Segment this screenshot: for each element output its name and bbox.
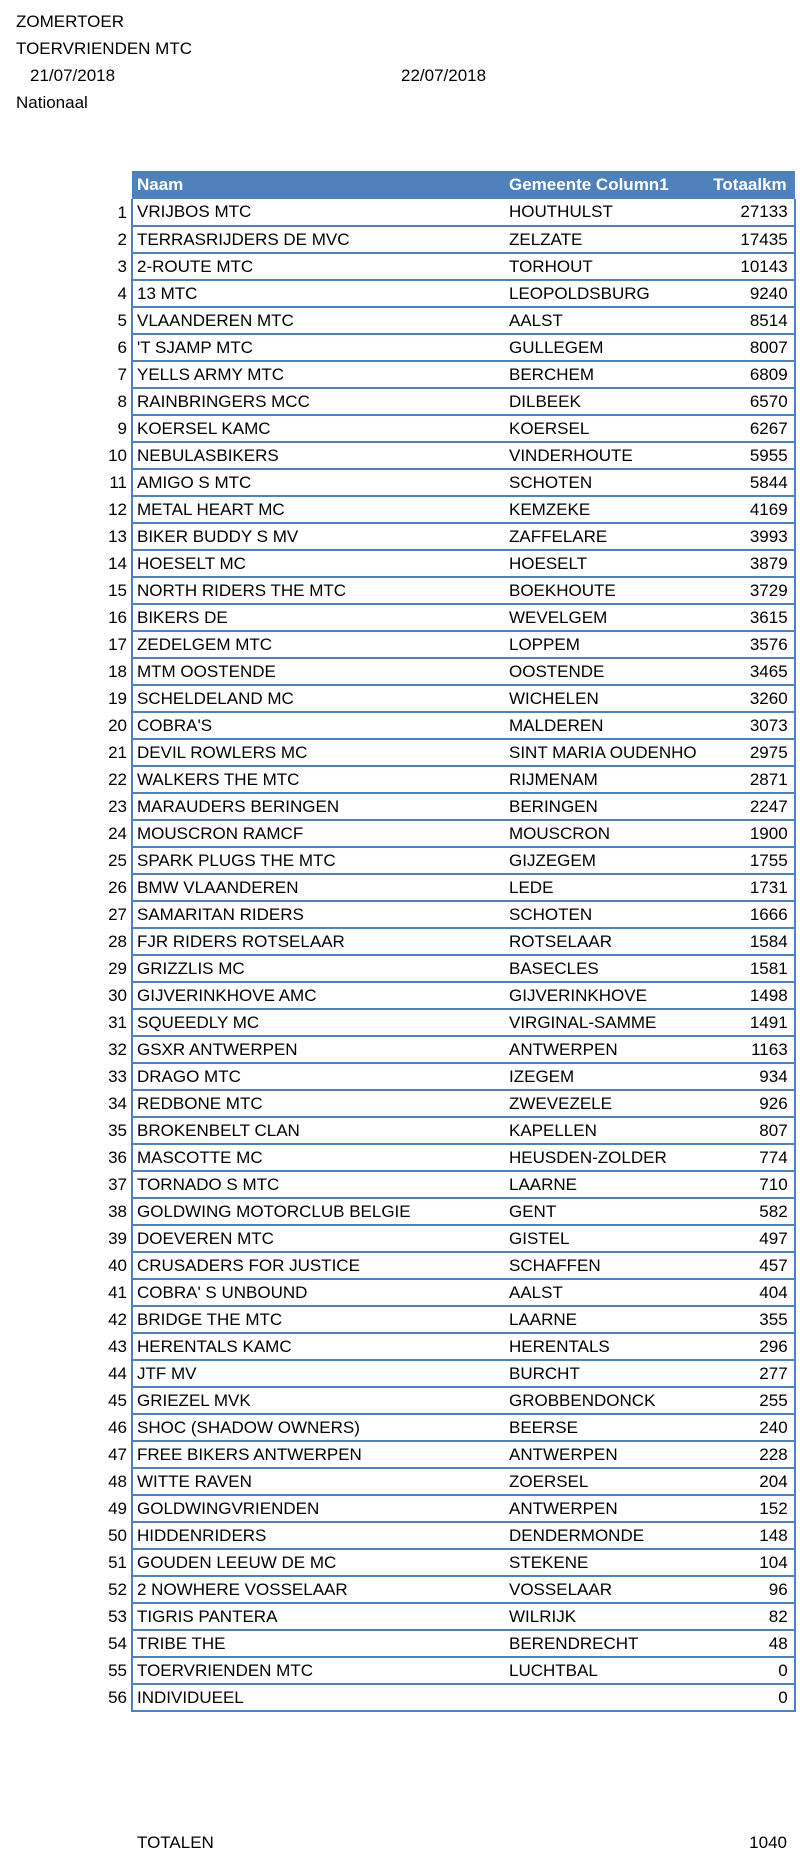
table-row bbox=[98, 1171, 795, 1198]
table-row bbox=[98, 280, 795, 307]
club-name: HERENTALS KAMC bbox=[132, 1333, 503, 1360]
club-name: ZEDELGEM MTC bbox=[132, 631, 503, 658]
total-km: 27133 bbox=[697, 199, 795, 226]
table-row bbox=[98, 955, 795, 982]
club-name: MASCOTTE MC bbox=[132, 1144, 503, 1171]
club-city: ZWEVEZELE bbox=[503, 1090, 697, 1117]
table-row bbox=[98, 226, 795, 253]
club-name: BMW VLAANDEREN bbox=[132, 874, 503, 901]
club-city: SCHOTEN bbox=[503, 901, 697, 928]
table-row bbox=[98, 1576, 795, 1603]
club-name: BRIDGE THE MTC bbox=[132, 1306, 503, 1333]
club-city: ANTWERPEN bbox=[503, 1495, 697, 1522]
total-km: 1731 bbox=[697, 874, 795, 901]
club-city: ROTSELAAR bbox=[503, 928, 697, 955]
row-rank: 31 bbox=[108, 1012, 127, 1032]
club-name: INDIVIDUEEL bbox=[132, 1684, 503, 1711]
club-city: KAPELLEN bbox=[503, 1117, 697, 1144]
club-name: GRIEZEL MVK bbox=[132, 1387, 503, 1414]
club-name: SCHELDELAND MC bbox=[132, 685, 503, 712]
club-name: GSXR ANTWERPEN bbox=[132, 1036, 503, 1063]
club-city: DENDERMONDE bbox=[503, 1522, 697, 1549]
totals-label: TOTALEN bbox=[137, 1833, 214, 1852]
club-city: WILRIJK bbox=[503, 1603, 697, 1630]
table-row bbox=[98, 1495, 795, 1522]
club-city: LAARNE bbox=[503, 1306, 697, 1333]
club-city: BURCHT bbox=[503, 1360, 697, 1387]
name-column-header: Naam bbox=[132, 171, 503, 199]
club-name: MTM OOSTENDE bbox=[132, 658, 503, 685]
club-city: VOSSELAAR bbox=[503, 1576, 697, 1603]
club-name: 13 MTC bbox=[132, 280, 503, 307]
table-row bbox=[98, 1387, 795, 1414]
row-rank: 2 bbox=[117, 229, 127, 249]
total-km: 3073 bbox=[697, 712, 795, 739]
club-name: HOESELT MC bbox=[132, 550, 503, 577]
table-row bbox=[98, 442, 795, 469]
row-rank: 1 bbox=[117, 202, 127, 222]
club-city: DILBEEK bbox=[503, 388, 697, 415]
table-row bbox=[98, 1468, 795, 1495]
table-row bbox=[98, 1630, 795, 1657]
club-city: VINDERHOUTE bbox=[503, 442, 697, 469]
row-rank: 44 bbox=[108, 1363, 127, 1383]
organizer-name: TOERVRIENDEN MTC bbox=[16, 39, 193, 58]
club-city bbox=[503, 1684, 697, 1711]
table-row bbox=[98, 874, 795, 901]
table-row bbox=[98, 739, 795, 766]
club-city: SCHAFFEN bbox=[503, 1252, 697, 1279]
table-row bbox=[98, 604, 795, 631]
club-city: HOESELT bbox=[503, 550, 697, 577]
row-rank: 14 bbox=[108, 553, 127, 573]
table-row bbox=[98, 631, 795, 658]
row-rank: 27 bbox=[108, 904, 127, 924]
total-km: 6570 bbox=[697, 388, 795, 415]
club-name: BROKENBELT CLAN bbox=[132, 1117, 503, 1144]
table-row bbox=[98, 1009, 795, 1036]
row-rank: 55 bbox=[108, 1660, 127, 1680]
total-km: 2247 bbox=[697, 793, 795, 820]
club-name: VRIJBOS MTC bbox=[132, 199, 503, 226]
total-km: 1581 bbox=[697, 955, 795, 982]
table-row bbox=[98, 1306, 795, 1333]
row-rank: 42 bbox=[108, 1309, 127, 1329]
club-name: SQUEEDLY MC bbox=[132, 1009, 503, 1036]
totals-value: 1040 bbox=[749, 1833, 787, 1852]
club-name: SPARK PLUGS THE MTC bbox=[132, 847, 503, 874]
club-city: AALST bbox=[503, 307, 697, 334]
row-rank: 43 bbox=[108, 1336, 127, 1356]
row-rank: 30 bbox=[108, 985, 127, 1005]
row-rank: 41 bbox=[108, 1282, 127, 1302]
total-km: 0 bbox=[697, 1657, 795, 1684]
club-city: ANTWERPEN bbox=[503, 1441, 697, 1468]
club-name: NEBULASBIKERS bbox=[132, 442, 503, 469]
row-rank: 46 bbox=[108, 1417, 127, 1437]
total-km: 774 bbox=[697, 1144, 795, 1171]
table-row bbox=[98, 1090, 795, 1117]
row-rank: 50 bbox=[108, 1525, 127, 1545]
club-city: GULLEGEM bbox=[503, 334, 697, 361]
total-km: 807 bbox=[697, 1117, 795, 1144]
row-rank: 33 bbox=[108, 1066, 127, 1086]
club-city: GENT bbox=[503, 1198, 697, 1225]
km-column-header: Totaalkm bbox=[697, 171, 795, 199]
club-name: COBRA' S UNBOUND bbox=[132, 1279, 503, 1306]
table-row bbox=[98, 1684, 795, 1711]
table-row bbox=[98, 1144, 795, 1171]
club-city: GIJVERINKHOVE bbox=[503, 982, 697, 1009]
club-name: TRIBE THE bbox=[132, 1630, 503, 1657]
club-city: BERINGEN bbox=[503, 793, 697, 820]
row-rank: 21 bbox=[108, 742, 127, 762]
row-rank: 13 bbox=[108, 526, 127, 546]
club-name: BIKER BUDDY S MV bbox=[132, 523, 503, 550]
row-rank: 10 bbox=[108, 445, 127, 465]
table-row bbox=[98, 658, 795, 685]
table-header-row bbox=[98, 171, 795, 199]
total-km: 8007 bbox=[697, 334, 795, 361]
club-city: MALDEREN bbox=[503, 712, 697, 739]
city-column-header: Gemeente Column1 bbox=[503, 171, 697, 199]
total-km: 710 bbox=[697, 1171, 795, 1198]
results-body bbox=[98, 199, 795, 1711]
club-name: SAMARITAN RIDERS bbox=[132, 901, 503, 928]
club-name: WALKERS THE MTC bbox=[132, 766, 503, 793]
row-rank: 9 bbox=[117, 418, 127, 438]
row-rank: 35 bbox=[108, 1120, 127, 1140]
club-name: GOLDWINGVRIENDEN bbox=[132, 1495, 503, 1522]
total-km: 355 bbox=[697, 1306, 795, 1333]
club-name: TERRASRIJDERS DE MVC bbox=[132, 226, 503, 253]
row-rank: 23 bbox=[108, 796, 127, 816]
club-name: DEVIL ROWLERS MC bbox=[132, 739, 503, 766]
total-km: 1491 bbox=[697, 1009, 795, 1036]
club-city: BOEKHOUTE bbox=[503, 577, 697, 604]
row-rank: 24 bbox=[108, 823, 127, 843]
club-city: STEKENE bbox=[503, 1549, 697, 1576]
row-rank: 28 bbox=[108, 931, 127, 951]
total-km: 152 bbox=[697, 1495, 795, 1522]
total-km: 1584 bbox=[697, 928, 795, 955]
total-km: 5955 bbox=[697, 442, 795, 469]
row-rank: 15 bbox=[108, 580, 127, 600]
club-name: DOEVEREN MTC bbox=[132, 1225, 503, 1252]
row-rank: 53 bbox=[108, 1606, 127, 1626]
table-row bbox=[98, 928, 795, 955]
club-city: LUCHTBAL bbox=[503, 1657, 697, 1684]
event-scope: Nationaal bbox=[16, 93, 88, 112]
results-table bbox=[98, 171, 796, 1712]
total-km: 10143 bbox=[697, 253, 795, 280]
total-km: 1498 bbox=[697, 982, 795, 1009]
club-name: WITTE RAVEN bbox=[132, 1468, 503, 1495]
row-rank: 16 bbox=[108, 607, 127, 627]
table-row bbox=[98, 1198, 795, 1225]
club-city: GISTEL bbox=[503, 1225, 697, 1252]
total-km: 5844 bbox=[697, 469, 795, 496]
club-city: BEERSE bbox=[503, 1414, 697, 1441]
club-name: 'T SJAMP MTC bbox=[132, 334, 503, 361]
row-rank: 22 bbox=[108, 769, 127, 789]
total-km: 4169 bbox=[697, 496, 795, 523]
total-km: 2975 bbox=[697, 739, 795, 766]
club-name: SHOC (SHADOW OWNERS) bbox=[132, 1414, 503, 1441]
table-row bbox=[98, 577, 795, 604]
club-city: SINT MARIA OUDENHO bbox=[503, 739, 697, 766]
total-km: 204 bbox=[697, 1468, 795, 1495]
table-row bbox=[98, 1279, 795, 1306]
table-row bbox=[98, 469, 795, 496]
table-row bbox=[98, 199, 795, 226]
row-rank: 56 bbox=[108, 1687, 127, 1707]
table-row bbox=[98, 550, 795, 577]
table-row bbox=[98, 415, 795, 442]
club-city: HEUSDEN-ZOLDER bbox=[503, 1144, 697, 1171]
row-rank: 3 bbox=[117, 256, 127, 276]
row-rank: 18 bbox=[108, 661, 127, 681]
total-km: 404 bbox=[697, 1279, 795, 1306]
club-name: GIJVERINKHOVE AMC bbox=[132, 982, 503, 1009]
row-rank: 25 bbox=[108, 850, 127, 870]
total-km: 926 bbox=[697, 1090, 795, 1117]
row-rank: 20 bbox=[108, 715, 127, 735]
total-km: 1755 bbox=[697, 847, 795, 874]
club-name: FJR RIDERS ROTSELAAR bbox=[132, 928, 503, 955]
table-row bbox=[98, 1549, 795, 1576]
table-row bbox=[98, 901, 795, 928]
table-row bbox=[98, 712, 795, 739]
club-name: AMIGO S MTC bbox=[132, 469, 503, 496]
club-name: METAL HEART MC bbox=[132, 496, 503, 523]
row-rank: 52 bbox=[108, 1579, 127, 1599]
club-name: GOLDWING MOTORCLUB BELGIE bbox=[132, 1198, 503, 1225]
club-name: TOERVRIENDEN MTC bbox=[132, 1657, 503, 1684]
club-city: AALST bbox=[503, 1279, 697, 1306]
club-name: HIDDENRIDERS bbox=[132, 1522, 503, 1549]
total-km: 104 bbox=[697, 1549, 795, 1576]
total-km: 240 bbox=[697, 1414, 795, 1441]
total-km: 3465 bbox=[697, 658, 795, 685]
club-city: LEOPOLDSBURG bbox=[503, 280, 697, 307]
table-row bbox=[98, 496, 795, 523]
table-row bbox=[98, 1522, 795, 1549]
club-name: MARAUDERS BERINGEN bbox=[132, 793, 503, 820]
table-row bbox=[98, 1117, 795, 1144]
club-city: IZEGEM bbox=[503, 1063, 697, 1090]
total-km: 9240 bbox=[697, 280, 795, 307]
club-city: LEDE bbox=[503, 874, 697, 901]
table-row bbox=[98, 1252, 795, 1279]
club-name: TORNADO S MTC bbox=[132, 1171, 503, 1198]
total-km: 82 bbox=[697, 1603, 795, 1630]
total-km: 296 bbox=[697, 1333, 795, 1360]
total-km: 96 bbox=[697, 1576, 795, 1603]
row-rank: 7 bbox=[117, 364, 127, 384]
club-name: DRAGO MTC bbox=[132, 1063, 503, 1090]
total-km: 1900 bbox=[697, 820, 795, 847]
row-rank: 34 bbox=[108, 1093, 127, 1113]
club-city: KEMZEKE bbox=[503, 496, 697, 523]
club-name: JTF MV bbox=[132, 1360, 503, 1387]
table-row bbox=[98, 847, 795, 874]
table-row bbox=[98, 253, 795, 280]
total-km: 3879 bbox=[697, 550, 795, 577]
table-row bbox=[98, 982, 795, 1009]
row-rank: 19 bbox=[108, 688, 127, 708]
row-rank: 48 bbox=[108, 1471, 127, 1491]
table-row bbox=[98, 1603, 795, 1630]
club-city: GROBBENDONCK bbox=[503, 1387, 697, 1414]
club-name: RAINBRINGERS MCC bbox=[132, 388, 503, 415]
total-km: 3993 bbox=[697, 523, 795, 550]
total-km: 2871 bbox=[697, 766, 795, 793]
total-km: 48 bbox=[697, 1630, 795, 1657]
start-date: 21/07/2018 bbox=[30, 66, 116, 85]
row-rank: 51 bbox=[108, 1552, 127, 1572]
table-row bbox=[98, 1063, 795, 1090]
total-km: 3615 bbox=[697, 604, 795, 631]
club-city: OOSTENDE bbox=[503, 658, 697, 685]
table-row bbox=[98, 766, 795, 793]
total-km: 3729 bbox=[697, 577, 795, 604]
event-title: ZOMERTOER bbox=[16, 12, 124, 31]
club-name: GRIZZLIS MC bbox=[132, 955, 503, 982]
club-name: COBRA'S bbox=[132, 712, 503, 739]
total-km: 3576 bbox=[697, 631, 795, 658]
club-city: BERCHEM bbox=[503, 361, 697, 388]
total-km: 17435 bbox=[697, 226, 795, 253]
total-km: 6809 bbox=[697, 361, 795, 388]
club-city: RIJMENAM bbox=[503, 766, 697, 793]
table-row bbox=[98, 1333, 795, 1360]
club-city: KOERSEL bbox=[503, 415, 697, 442]
club-city: ZAFFELARE bbox=[503, 523, 697, 550]
club-city: WEVELGEM bbox=[503, 604, 697, 631]
row-rank: 11 bbox=[109, 472, 127, 492]
table-row bbox=[98, 523, 795, 550]
club-city: BASECLES bbox=[503, 955, 697, 982]
club-name: VLAANDEREN MTC bbox=[132, 307, 503, 334]
club-city: ZOERSEL bbox=[503, 1468, 697, 1495]
row-rank: 37 bbox=[108, 1174, 127, 1194]
table-row bbox=[98, 334, 795, 361]
club-city: SCHOTEN bbox=[503, 469, 697, 496]
club-city: TORHOUT bbox=[503, 253, 697, 280]
table-row bbox=[98, 1036, 795, 1063]
table-row bbox=[98, 1225, 795, 1252]
table-row bbox=[98, 1360, 795, 1387]
total-km: 8514 bbox=[697, 307, 795, 334]
club-name: TIGRIS PANTERA bbox=[132, 1603, 503, 1630]
table-row bbox=[98, 1441, 795, 1468]
club-name: GOUDEN LEEUW DE MC bbox=[132, 1549, 503, 1576]
row-rank: 17 bbox=[108, 634, 127, 654]
total-km: 457 bbox=[697, 1252, 795, 1279]
total-km: 1666 bbox=[697, 901, 795, 928]
row-rank: 49 bbox=[108, 1498, 127, 1518]
row-rank: 32 bbox=[108, 1039, 127, 1059]
rank-column-header bbox=[98, 171, 132, 199]
table-row bbox=[98, 820, 795, 847]
total-km: 497 bbox=[697, 1225, 795, 1252]
club-city: MOUSCRON bbox=[503, 820, 697, 847]
row-rank: 39 bbox=[108, 1228, 127, 1248]
end-date: 22/07/2018 bbox=[401, 66, 487, 85]
table-row bbox=[98, 361, 795, 388]
club-city: WICHELEN bbox=[503, 685, 697, 712]
row-rank: 45 bbox=[108, 1390, 127, 1410]
row-rank: 26 bbox=[108, 877, 127, 897]
total-km: 3260 bbox=[697, 685, 795, 712]
club-city: HERENTALS bbox=[503, 1333, 697, 1360]
total-km: 1163 bbox=[697, 1036, 795, 1063]
club-city: VIRGINAL-SAMME bbox=[503, 1009, 697, 1036]
club-city: LAARNE bbox=[503, 1171, 697, 1198]
row-rank: 36 bbox=[108, 1147, 127, 1167]
club-name: 2 NOWHERE VOSSELAAR bbox=[132, 1576, 503, 1603]
row-rank: 12 bbox=[108, 499, 127, 519]
total-km: 228 bbox=[697, 1441, 795, 1468]
club-city: ANTWERPEN bbox=[503, 1036, 697, 1063]
row-rank: 4 bbox=[117, 283, 127, 303]
club-name: 2-ROUTE MTC bbox=[132, 253, 503, 280]
row-rank: 8 bbox=[117, 391, 127, 411]
club-name: FREE BIKERS ANTWERPEN bbox=[132, 1441, 503, 1468]
total-km: 277 bbox=[697, 1360, 795, 1387]
table-row bbox=[98, 1657, 795, 1684]
club-name: NORTH RIDERS THE MTC bbox=[132, 577, 503, 604]
table-row bbox=[98, 685, 795, 712]
row-rank: 47 bbox=[108, 1444, 127, 1464]
table-row bbox=[98, 793, 795, 820]
club-city: BERENDRECHT bbox=[503, 1630, 697, 1657]
club-city: ZELZATE bbox=[503, 226, 697, 253]
row-rank: 6 bbox=[117, 337, 127, 357]
table-row bbox=[98, 388, 795, 415]
club-name: MOUSCRON RAMCF bbox=[132, 820, 503, 847]
row-rank: 5 bbox=[117, 310, 127, 330]
row-rank: 38 bbox=[108, 1201, 127, 1221]
table-row bbox=[98, 1414, 795, 1441]
club-name: KOERSEL KAMC bbox=[132, 415, 503, 442]
total-km: 0 bbox=[697, 1684, 795, 1711]
row-rank: 29 bbox=[108, 958, 127, 978]
row-rank: 40 bbox=[108, 1255, 127, 1275]
total-km: 148 bbox=[697, 1522, 795, 1549]
club-name: YELLS ARMY MTC bbox=[132, 361, 503, 388]
club-city: LOPPEM bbox=[503, 631, 697, 658]
club-city: HOUTHULST bbox=[503, 199, 697, 226]
club-name: REDBONE MTC bbox=[132, 1090, 503, 1117]
total-km: 255 bbox=[697, 1387, 795, 1414]
table-row bbox=[98, 307, 795, 334]
club-name: BIKERS DE bbox=[132, 604, 503, 631]
row-rank: 54 bbox=[108, 1633, 127, 1653]
total-km: 6267 bbox=[697, 415, 795, 442]
club-name: CRUSADERS FOR JUSTICE bbox=[132, 1252, 503, 1279]
club-city: GIJZEGEM bbox=[503, 847, 697, 874]
total-km: 934 bbox=[697, 1063, 795, 1090]
total-km: 582 bbox=[697, 1198, 795, 1225]
